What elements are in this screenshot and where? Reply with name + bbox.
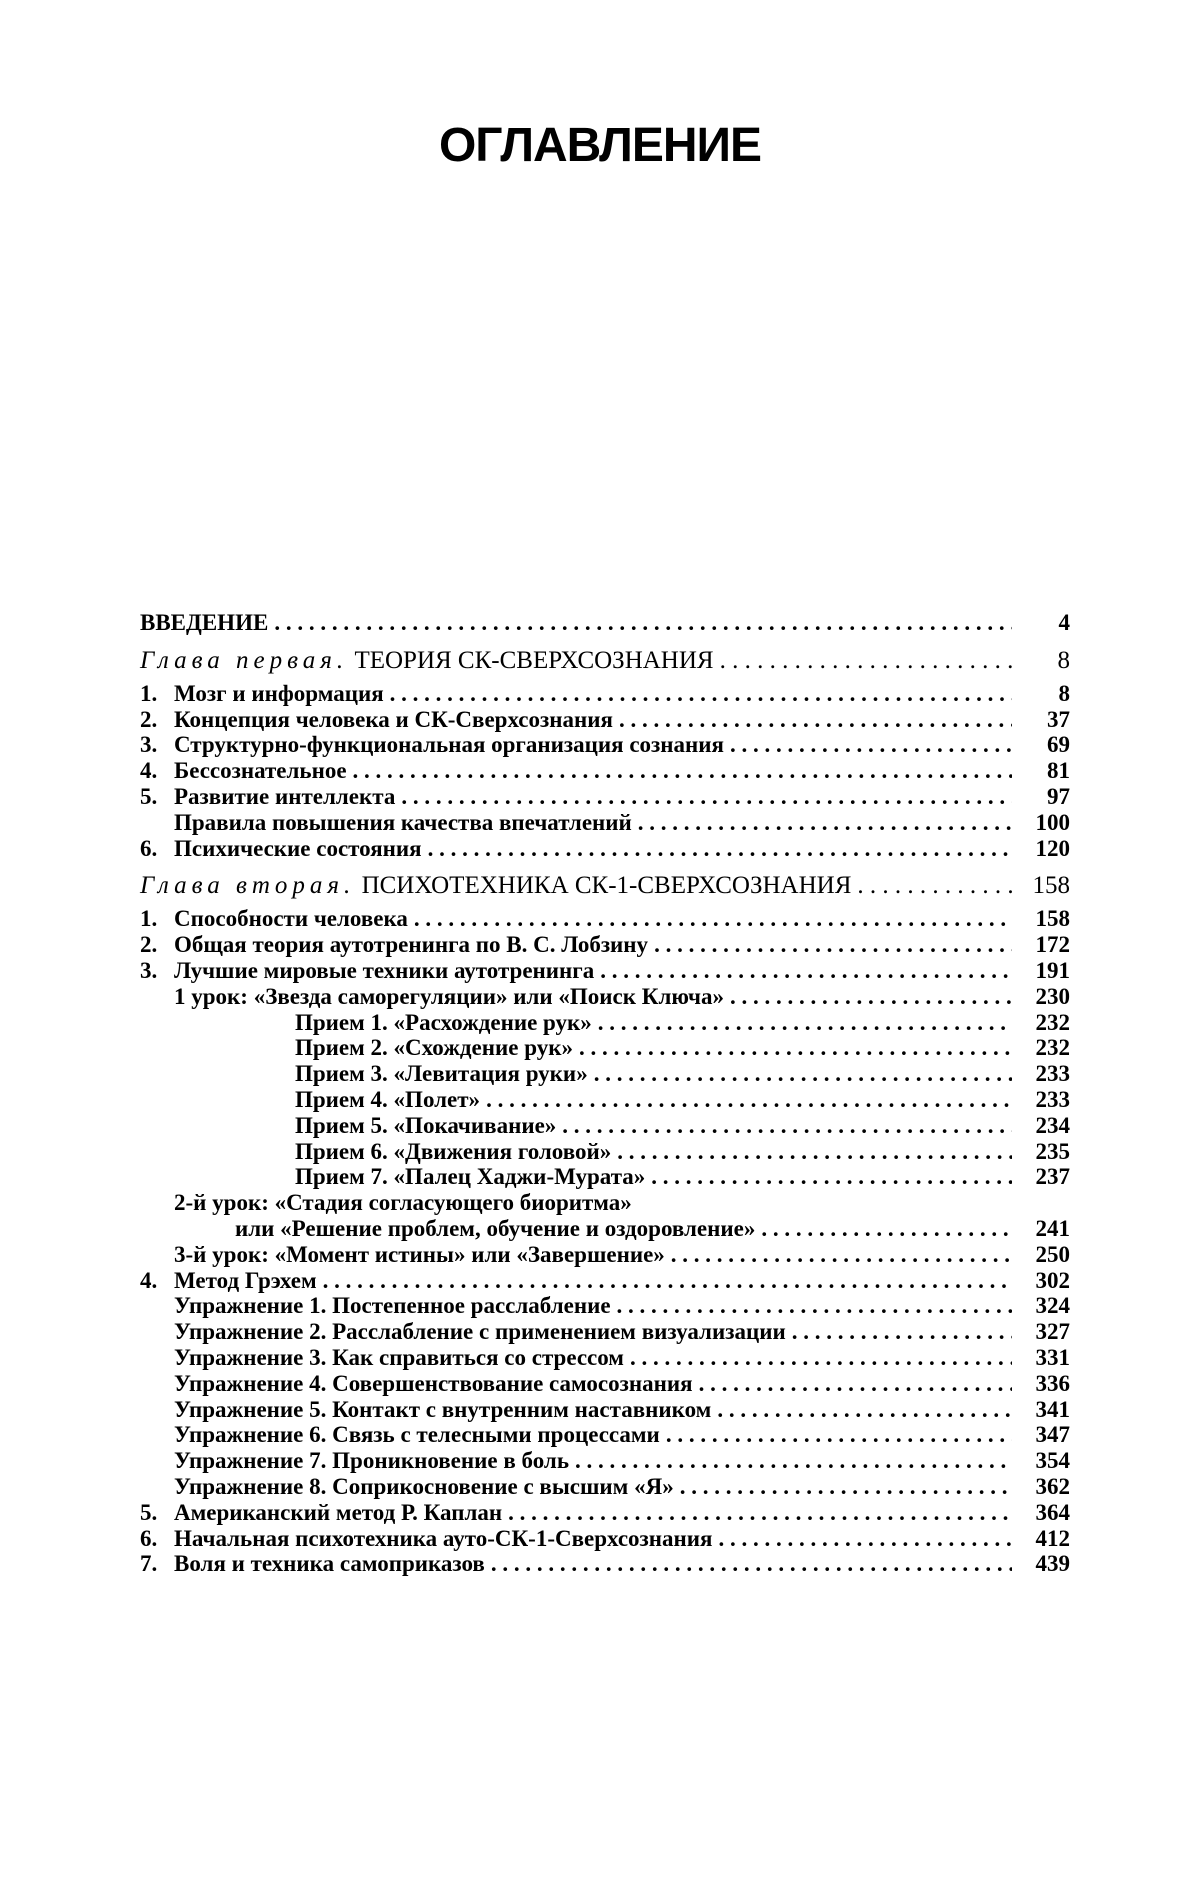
toc-entry-title: Мозг и информация bbox=[174, 680, 384, 706]
toc-entry-exercise bbox=[140, 1371, 1070, 1397]
dot-leader bbox=[638, 810, 1012, 836]
toc-entry-title: Прием 6. «Движения головой» bbox=[295, 1138, 612, 1164]
toc-entry-page: 302 bbox=[1035, 1267, 1070, 1293]
toc-entry-number: 5. bbox=[140, 1499, 158, 1525]
toc-entry-number: 5. bbox=[140, 783, 158, 809]
toc-entry-number: 2. bbox=[140, 932, 158, 958]
toc-entry-title: Прием 1. «Расхождение рук» bbox=[295, 1009, 592, 1035]
toc-entry-exercise bbox=[140, 1448, 1070, 1474]
dot-leader bbox=[792, 1319, 1012, 1345]
toc-entry-number: 6. bbox=[140, 835, 158, 861]
dot-leader bbox=[428, 836, 1012, 862]
dot-leader bbox=[575, 1448, 1012, 1474]
dot-leader bbox=[730, 732, 1012, 758]
toc-entry-page: 354 bbox=[1035, 1448, 1070, 1474]
toc-entry-title: Правила повышения качества впечатлений bbox=[174, 809, 632, 835]
toc-entry-title: Структурно-функциональная организация сознания bbox=[174, 732, 724, 758]
toc-entry-page: 235 bbox=[1035, 1138, 1070, 1164]
dot-leader bbox=[594, 1061, 1012, 1087]
toc-entry-title: Развитие интеллекта bbox=[174, 783, 396, 809]
toc-entry-title: Упражнение 5. Контакт с внутренним наставником bbox=[174, 1396, 712, 1422]
toc-entry-technique bbox=[140, 1035, 1070, 1061]
page-title: ОГЛАВЛЕНИЕ bbox=[438, 119, 762, 172]
toc-entry-number: 4. bbox=[140, 1267, 158, 1293]
toc-entry-number: 3. bbox=[140, 957, 158, 983]
toc-entry-title: Способности человека bbox=[174, 906, 408, 932]
toc-entry-page: 100 bbox=[1035, 809, 1070, 835]
toc-entry-number: 1. bbox=[140, 680, 158, 706]
toc-entry-lesson bbox=[140, 1190, 1070, 1216]
toc-entry-number: 2. bbox=[140, 706, 158, 732]
toc-entry-title: Упражнение 4. Совершенствование самосознания bbox=[174, 1370, 693, 1396]
toc-entry-technique bbox=[140, 1087, 1070, 1113]
toc-entry-exercise bbox=[140, 1422, 1070, 1448]
toc-entry-exercise bbox=[140, 1319, 1070, 1345]
toc-entry-title: Прием 5. «Покачивание» bbox=[295, 1112, 557, 1138]
dot-leader bbox=[617, 1139, 1012, 1165]
dot-leader bbox=[619, 707, 1012, 733]
toc-entry-technique bbox=[140, 1113, 1070, 1139]
dot-leader bbox=[761, 1216, 1012, 1242]
dot-leader bbox=[730, 984, 1012, 1010]
toc-entry-number: 7. bbox=[140, 1551, 158, 1577]
toc-entry bbox=[140, 1500, 1070, 1526]
toc-entry-exercise bbox=[140, 1397, 1070, 1423]
chapter-prefix: Глава вторая. bbox=[140, 872, 356, 900]
toc-entry bbox=[140, 707, 1070, 733]
toc-entry-technique bbox=[140, 1139, 1070, 1165]
dot-leader bbox=[654, 932, 1012, 958]
dot-leader bbox=[579, 1035, 1012, 1061]
toc-entry bbox=[140, 784, 1070, 810]
dot-leader bbox=[600, 958, 1012, 984]
toc-entry bbox=[140, 681, 1070, 707]
toc-entry-page: 69 bbox=[1047, 732, 1070, 758]
toc-entry-title: ТЕОРИЯ СК-СВЕРХСОЗНАНИЯ bbox=[354, 646, 714, 674]
dot-leader bbox=[353, 758, 1012, 784]
toc-entry-lesson bbox=[140, 984, 1070, 1010]
toc-entry-technique bbox=[140, 1010, 1070, 1036]
toc-entry-number: 1. bbox=[140, 906, 158, 932]
dot-leader bbox=[508, 1500, 1012, 1526]
toc-entry-page: 331 bbox=[1035, 1344, 1070, 1370]
toc-entry-page: 191 bbox=[1035, 957, 1070, 983]
dot-leader bbox=[680, 1474, 1012, 1500]
dot-leader bbox=[401, 784, 1012, 810]
toc-entry-title: Метод Грэхем bbox=[174, 1267, 317, 1293]
dot-leader bbox=[651, 1164, 1012, 1190]
toc-entry-number: 3. bbox=[140, 732, 158, 758]
dot-leader bbox=[617, 1293, 1012, 1319]
dot-leader bbox=[562, 1113, 1012, 1139]
toc-entry-title: или «Решение проблем, обучение и оздоровление» bbox=[235, 1215, 756, 1241]
toc-entry-title: Упражнение 2. Расслабление с применением визуализации bbox=[174, 1319, 786, 1345]
toc-entry-lesson-continued bbox=[140, 1216, 1070, 1242]
toc-entry-page: 4 bbox=[1058, 610, 1070, 635]
dot-leader bbox=[666, 1422, 1012, 1448]
toc-entry-page: 233 bbox=[1035, 1061, 1070, 1087]
toc-entry-title: Прием 4. «Полет» bbox=[295, 1086, 481, 1112]
toc-entry-page: 341 bbox=[1035, 1396, 1070, 1422]
toc-entry-page: 232 bbox=[1035, 1035, 1070, 1061]
toc-entry-exercise bbox=[140, 1474, 1070, 1500]
toc-entry-title: Воля и техника самоприказов bbox=[174, 1551, 485, 1577]
toc-entry-page: 81 bbox=[1047, 758, 1070, 784]
dot-leader bbox=[719, 1526, 1012, 1552]
toc-entry-page: 237 bbox=[1035, 1164, 1070, 1190]
toc-entry-page: 8 bbox=[1057, 646, 1070, 674]
toc-entry-title: Общая теория аутотренинга по В. С. Лобзину bbox=[174, 932, 649, 958]
toc-entry-number: 4. bbox=[140, 758, 158, 784]
toc-entry-title: Концепция человека и СК-Сверхсознания bbox=[174, 706, 613, 732]
toc-entry-page: 234 bbox=[1035, 1112, 1070, 1138]
toc-entry bbox=[140, 1268, 1070, 1294]
toc-entry-title: Лучшие мировые техники аутотренинга bbox=[174, 957, 595, 983]
toc-entry bbox=[140, 1551, 1070, 1577]
dot-leader bbox=[486, 1087, 1012, 1113]
toc-entry-title: 2-й урок: «Стадия согласующего биоритма» bbox=[174, 1190, 632, 1216]
toc-entry-page: 233 bbox=[1035, 1086, 1070, 1112]
toc-entry-title: Психические состояния bbox=[174, 835, 422, 861]
toc-entry-page: 97 bbox=[1047, 783, 1070, 809]
toc-chapter-2 bbox=[140, 872, 1070, 900]
toc-entry-page: 364 bbox=[1035, 1499, 1070, 1525]
toc-entry-page: 336 bbox=[1035, 1370, 1070, 1396]
toc-entry-number: 6. bbox=[140, 1525, 158, 1551]
toc-entry-page: 158 bbox=[1032, 872, 1070, 900]
toc-entry-page: 120 bbox=[1035, 835, 1070, 861]
toc-entry-exercise bbox=[140, 1293, 1070, 1319]
toc-entry-lesson bbox=[140, 1242, 1070, 1268]
toc-entry-title: Упражнение 8. Соприкосновение с высшим «Я» bbox=[174, 1473, 674, 1499]
toc-entry-title: Бессознательное bbox=[174, 758, 347, 784]
dot-leader bbox=[414, 906, 1012, 932]
toc-entry bbox=[140, 958, 1070, 984]
dot-leader bbox=[274, 610, 1012, 636]
toc-entry-page: 37 bbox=[1047, 706, 1070, 732]
toc-entry-page: 172 bbox=[1035, 932, 1070, 958]
toc-entry-title: Прием 2. «Схождение рук» bbox=[295, 1035, 573, 1061]
toc-entry bbox=[140, 906, 1070, 932]
toc-entry-page: 362 bbox=[1035, 1473, 1070, 1499]
toc-entry-title: Американский метод Р. Каплан bbox=[174, 1499, 503, 1525]
toc-entry-page: 347 bbox=[1035, 1422, 1070, 1448]
toc-entry-title: ВВЕДЕНИЕ bbox=[140, 610, 269, 635]
toc-entry bbox=[140, 758, 1070, 784]
toc-entry-title: Начальная психотехника ауто-СК-1-Сверхсознания bbox=[174, 1525, 713, 1551]
dot-leader bbox=[491, 1551, 1012, 1577]
toc-chapter-1 bbox=[140, 647, 1070, 675]
toc-entry-title: Прием 7. «Палец Хаджи-Мурата» bbox=[295, 1164, 646, 1190]
toc-entry-technique bbox=[140, 1164, 1070, 1190]
toc-entry-title: Упражнение 3. Как справиться со стрессом bbox=[174, 1344, 624, 1370]
dot-leader bbox=[720, 647, 1012, 675]
dot-leader bbox=[323, 1268, 1012, 1294]
chapter-prefix: Глава первая. bbox=[140, 646, 349, 674]
toc-entry-introduction bbox=[140, 610, 1070, 636]
toc-entry-title: Упражнение 6. Связь с телесными процессами bbox=[174, 1422, 660, 1448]
dot-leader bbox=[857, 872, 1012, 900]
toc-entry-page: 439 bbox=[1035, 1551, 1070, 1577]
toc-entry-page: 412 bbox=[1035, 1525, 1070, 1551]
toc-entry bbox=[140, 836, 1070, 862]
toc-entry-title: Упражнение 7. Проникновение в боль bbox=[174, 1448, 569, 1474]
toc-entry bbox=[140, 732, 1070, 758]
dot-leader bbox=[390, 681, 1012, 707]
toc-entry-title: ПСИХОТЕХНИКА СК-1-СВЕРХСОЗНАНИЯ bbox=[361, 872, 852, 900]
toc-entry-title: 3-й урок: «Момент истины» или «Завершение» bbox=[174, 1241, 665, 1267]
toc-entry bbox=[140, 932, 1070, 958]
toc-entry-title: Упражнение 1. Постепенное расслабление bbox=[174, 1293, 611, 1319]
table-of-contents bbox=[140, 610, 1070, 1577]
toc-entry bbox=[140, 810, 1070, 836]
toc-entry-title: 1 урок: «Звезда саморегуляции» или «Поиск Ключа» bbox=[174, 983, 725, 1009]
toc-entry-technique bbox=[140, 1061, 1070, 1087]
toc-entry bbox=[140, 1526, 1070, 1552]
toc-entry-exercise bbox=[140, 1345, 1070, 1371]
toc-entry-page: 230 bbox=[1035, 983, 1070, 1009]
dot-leader bbox=[630, 1345, 1012, 1371]
toc-entry-page: 158 bbox=[1035, 906, 1070, 932]
toc-entry-page: 327 bbox=[1035, 1319, 1070, 1345]
dot-leader bbox=[671, 1242, 1012, 1268]
toc-entry-title: Прием 3. «Левитация руки» bbox=[295, 1061, 588, 1087]
dot-leader bbox=[717, 1397, 1012, 1423]
toc-entry-page: 241 bbox=[1035, 1215, 1070, 1241]
toc-entry-page: 250 bbox=[1035, 1241, 1070, 1267]
dot-leader bbox=[598, 1010, 1012, 1036]
dot-leader bbox=[699, 1371, 1012, 1397]
toc-entry-page: 8 bbox=[1058, 680, 1070, 706]
toc-entry-page: 232 bbox=[1035, 1009, 1070, 1035]
toc-entry-page: 324 bbox=[1035, 1293, 1070, 1319]
